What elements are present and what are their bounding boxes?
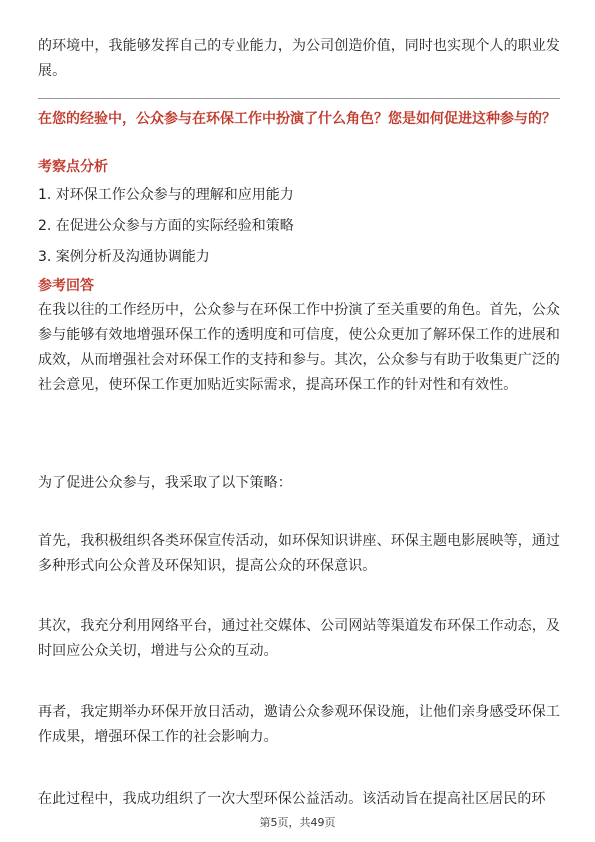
answer-paragraph: 再者，我定期举办环保开放日活动，邀请公众参观环保设施，让他们亲身感受环保工作成果，增强环保工作的社会影响力。 xyxy=(38,704,560,745)
section-divider xyxy=(38,98,560,99)
answer-title: 参考回答 xyxy=(38,278,94,294)
analysis-list xyxy=(38,180,294,273)
intro-paragraph: 的环境中，我能够发挥自己的专业能力，为公司创造价值，同时也实现个人的职业发展。 xyxy=(38,38,560,79)
answer-paragraph: 在我以往的工作经历中，公众参与在环保工作中扮演了至关重要的角色。首先，公众参与能够有效地增强环保工作的透明度和可信度，使公众更加了解环保工作的进展和成效，从而增强社会对环保工作的支持和参与。其次，公众参与有助于收集更广泛的社会意见，使环保工作更加贴近实际需求，提高环保工作的针对性和有效性。 xyxy=(38,302,560,393)
answer-paragraph: 首先，我积极组织各类环保宣传活动，如环保知识讲座、环保主题电影展映等，通过多种形式向公众普及环保知识，提高公众的环保意识。 xyxy=(38,533,560,574)
answer-paragraph: 为了促进公众参与，我采取了以下策略： xyxy=(38,475,292,491)
question-heading: 在您的经验中，公众参与在环保工作中扮演了什么角色？您是如何促进这种参与的？ xyxy=(38,111,556,127)
list-item: 3. 案例分析及沟通协调能力 xyxy=(38,249,210,265)
list-item: 1. 对环保工作公众参与的理解和应用能力 xyxy=(38,187,294,203)
answer-paragraph: 其次，我充分利用网络平台，通过社交媒体、公司网站等渠道发布环保工作动态，及时回应公众关切，增进与公众的互动。 xyxy=(38,618,560,659)
analysis-title: 考察点分析 xyxy=(38,159,108,175)
page-number: 第5页，共49页 xyxy=(259,816,336,829)
answer-paragraph: 在此过程中，我成功组织了一次大型环保公益活动。该活动旨在提高社区居民的环 xyxy=(38,791,546,807)
list-item: 2. 在促进公众参与方面的实际经验和策略 xyxy=(38,218,294,234)
